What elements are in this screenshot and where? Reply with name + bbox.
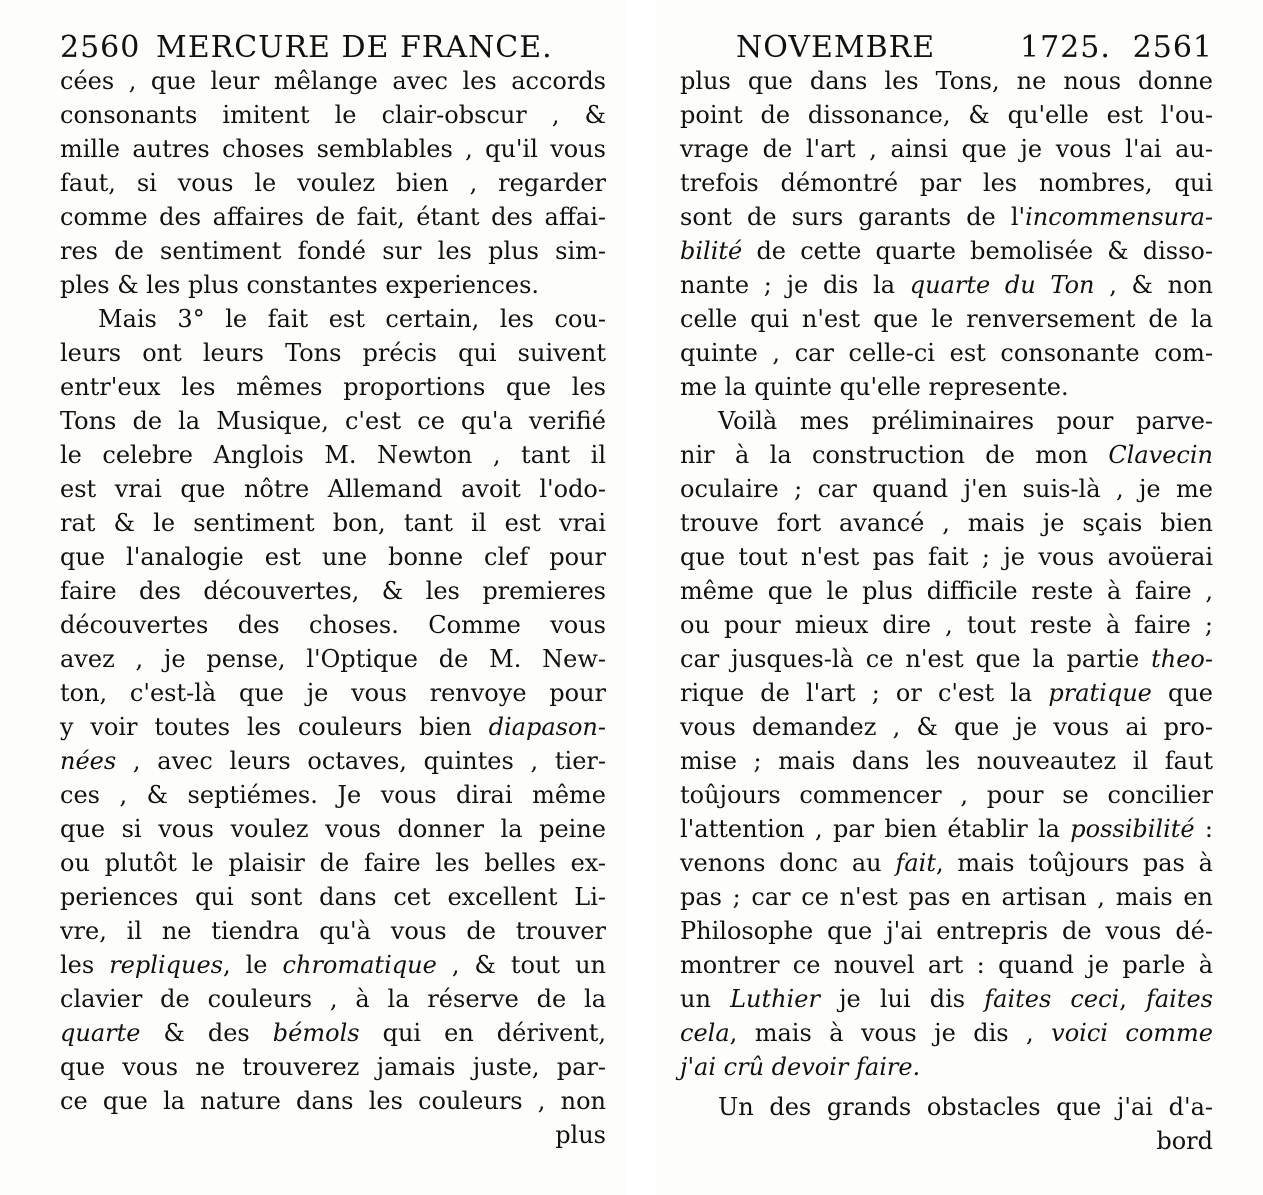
text-line: que l'analogie est une bonne clef pour [60, 543, 606, 571]
text-line: cées , que leur mêlange avec les accords [60, 67, 606, 95]
italic-word: incommensura- [1025, 203, 1213, 231]
text-line: Voilà mes préliminaires pour parve- [718, 407, 1213, 435]
text-segment: , mais à vous je dis , [729, 1019, 1034, 1047]
text-line: plus que dans les Tons, ne nous donne [680, 67, 1213, 95]
text-line: mise ; mais dans les nouveautez il faut [680, 747, 1213, 775]
text-line [60, 948, 606, 982]
text-segment: rique de l'art ; or c'est la [680, 679, 1033, 707]
text-line [60, 1016, 606, 1050]
italic-word: bilité [680, 237, 743, 265]
text-segment: nante ; je dis la [680, 271, 895, 299]
text-segment: sont de surs garants de l' [680, 203, 1026, 231]
right-page-header [680, 30, 1213, 64]
text-line [680, 642, 1213, 676]
text-line: mille autres choses semblables , qu'il vous [60, 135, 606, 163]
text-line: faut, si vous le voulez bien , regarder [60, 169, 606, 197]
text-line: point de dissonance, & qu'elle est l'ou- [680, 101, 1213, 129]
text-line: vre, il ne tiendra qu'à vous de trouver [60, 917, 606, 945]
italic-word: quarte du Ton [909, 271, 1095, 299]
text-line: est vrai que nôtre Allemand avoit l'odo- [60, 475, 606, 503]
text-line: que vous ne trouverez jamais juste, par- [60, 1053, 606, 1081]
text-line: rat & le sentiment bon, tant il est vrai [60, 509, 606, 537]
text-line: vrage de l'art , ainsi que je vous l'ai au- [680, 135, 1213, 163]
text-segment: de cette quarte bemolisée & disso- [742, 237, 1213, 265]
text-line: ce que la nature dans les couleurs , non [60, 1087, 606, 1115]
text-line: leurs ont leurs Tons précis qui suivent [60, 339, 606, 367]
text-line [680, 1016, 1213, 1050]
text-line [680, 268, 1213, 302]
text-line: découvertes des choses. Comme vous [60, 611, 606, 639]
text-line: periences qui sont dans cet excellent Li- [60, 883, 606, 911]
right-page-body [680, 64, 1213, 1158]
text-line: que tout n'est pas fait ; je vous avoüerai [680, 543, 1213, 571]
text-line [680, 812, 1213, 846]
text-line [680, 846, 1213, 880]
text-line [680, 438, 1213, 472]
italic-word: bémols [272, 1019, 360, 1047]
catchword: plus [555, 1121, 606, 1149]
text-segment: venons donc au [680, 849, 882, 877]
text-line: Tons de la Musique, c'est ce qu'a verifié [60, 407, 606, 435]
text-line: montrer ce nouvel art : quand je parle à [680, 951, 1213, 979]
text-line: consonants imitent le clair-obscur , & [60, 101, 606, 129]
text-line [60, 710, 606, 744]
text-line: me la quinte qu'elle represente. [680, 373, 1069, 401]
text-line: celle qui n'est que le renversement de la [680, 305, 1213, 333]
text-segment: je lui dis [839, 985, 966, 1013]
text-line: trouve fort avancé , mais je sçais bien [680, 509, 1213, 537]
left-page [0, 0, 626, 1195]
right-page-number: 2561 [1132, 30, 1213, 65]
text-segment: : [1204, 815, 1213, 843]
italic-word: repliques [109, 951, 223, 979]
text-line: le celebre Anglois M. Newton , tant il [60, 441, 606, 469]
text-segment: , & non [1109, 271, 1213, 299]
catchword: bord [1156, 1127, 1213, 1155]
text-segment: l'attention , par bien établir la [680, 815, 1060, 843]
italic-word: possibilité [1070, 815, 1195, 843]
text-segment: nir à la construction de mon [680, 441, 1088, 469]
text-line: oculaire ; car quand j'en suis-là , je me [680, 475, 1213, 503]
text-line: avez , je pense, l'Optique de M. New- [60, 645, 606, 673]
text-line: Un des grands obstacles que j'ai d'a- [718, 1093, 1213, 1121]
text-line: pas ; car ce n'est pas en artisan , mais en [680, 883, 1213, 911]
text-segment: les [60, 951, 95, 979]
text-segment: , le [222, 951, 268, 979]
text-segment: , [1119, 985, 1127, 1013]
text-line: ou plutôt le plaisir de faire les belles ex- [60, 849, 606, 877]
italic-word: fait [895, 849, 936, 877]
italic-word: faites ceci [984, 985, 1120, 1013]
italic-word: Luthier [730, 985, 820, 1013]
year: 1725. [1020, 30, 1111, 65]
italic-word: faites [1145, 985, 1213, 1013]
italic-word: j'ai crû devoir faire. [680, 1053, 921, 1081]
text-line: que si vous voulez vous donner la peine [60, 815, 606, 843]
left-page-header [60, 30, 606, 64]
left-page-number: 2560 [60, 30, 141, 65]
italic-word: chromatique [282, 951, 437, 979]
page-gutter [626, 0, 656, 1195]
text-line [680, 200, 1213, 234]
text-segment: , avec leurs octaves, quintes , tier- [116, 747, 606, 775]
text-line: trefois démontré par les nombres, qui [680, 169, 1213, 197]
text-line: ples & les plus constantes experiences. [60, 271, 540, 299]
text-line [680, 676, 1213, 710]
left-page-body [60, 64, 606, 1152]
text-segment: un [680, 985, 711, 1013]
text-line [680, 982, 1213, 1016]
italic-word: cela [680, 1019, 730, 1047]
left-running-title: MERCURE DE FRANCE. [156, 30, 553, 65]
text-line: clavier de couleurs , à la réserve de la [60, 985, 606, 1013]
text-segment: , mais toûjours pas à [935, 849, 1213, 877]
text-line: ton, c'est-là que je vous renvoye pour [60, 679, 606, 707]
text-segment: y voir toutes les couleurs bien [60, 713, 472, 741]
text-line: entr'eux les mêmes proportions que les [60, 373, 606, 401]
italic-word: Clavecin [1108, 441, 1213, 469]
text-segment: , & tout un [451, 951, 606, 979]
italic-word: voici comme [1051, 1019, 1213, 1047]
text-line [680, 1050, 1213, 1084]
text-line: quinte , car celle-ci est consonante com- [680, 339, 1213, 367]
italic-word: quarte [60, 1019, 141, 1047]
text-line: Philosophe que j'ai entrepris de vous dé- [680, 917, 1213, 945]
text-line: ou pour mieux dire , tout reste à faire ; [680, 611, 1213, 639]
italic-word: nées [60, 747, 117, 775]
text-line: Mais 3° le fait est certain, les cou- [98, 305, 606, 333]
text-line: comme des affaires de fait, étant des affai- [60, 203, 606, 231]
text-line: ces , & septiémes. Je vous dirai même [60, 781, 606, 809]
text-line: faire des découvertes, & les premieres [60, 577, 606, 605]
text-line [680, 234, 1213, 268]
italic-word: pratique [1048, 679, 1152, 707]
text-segment: & des [163, 1019, 250, 1047]
text-segment: que [1167, 679, 1213, 707]
right-page [656, 0, 1263, 1195]
text-line: vous demandez , & que je vous ai pro- [680, 713, 1213, 741]
italic-word: diapason- [488, 713, 606, 741]
text-segment: qui en dérivent, [382, 1019, 607, 1047]
text-line: res de sentiment fondé sur les plus sim- [60, 237, 606, 265]
text-line [60, 744, 606, 778]
text-segment: car jusques-là ce n'est que la partie [680, 645, 1140, 673]
right-running-title: NOVEMBRE [736, 30, 936, 65]
italic-word: theo- [1151, 645, 1213, 673]
text-line: même que le plus difficile reste à faire , [680, 577, 1213, 605]
text-line: toûjours commencer , pour se concilier [680, 781, 1213, 809]
